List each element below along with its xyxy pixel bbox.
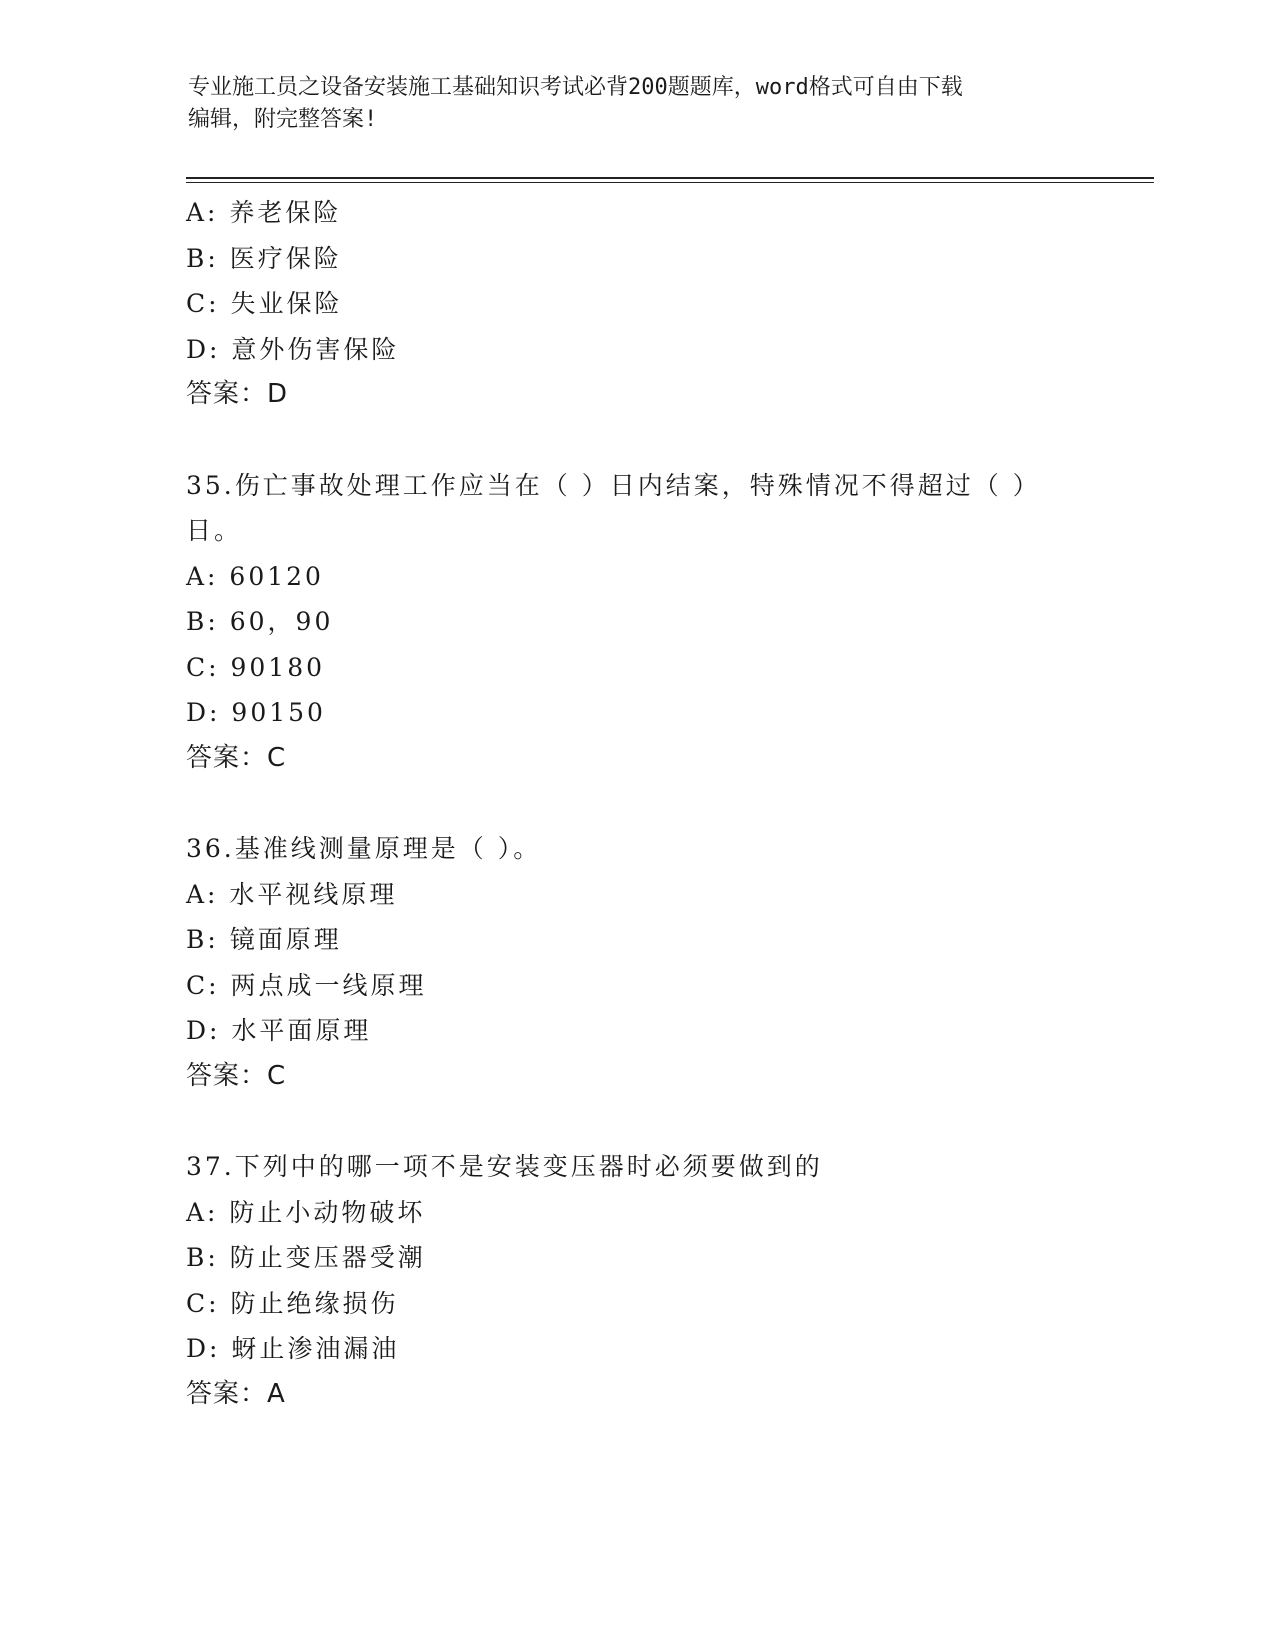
question-35-block xyxy=(186,463,1086,782)
option-d: D: 意外伤害保险 xyxy=(186,334,400,364)
question-text-line-1: 35.伤亡事故处理工作应当在（ ）日内结案，特殊情况不得超过（ ） xyxy=(186,470,1041,500)
question-36-block xyxy=(186,826,1086,1099)
option-c: C: 两点成一线原理 xyxy=(186,970,427,1000)
answer-label: 答案：A xyxy=(186,1378,286,1409)
option-d: D: 90150 xyxy=(186,698,326,727)
option-a: A: 养老保险 xyxy=(186,198,342,227)
question-text: 36.基准线测量原理是（ ）。 xyxy=(186,834,542,863)
option-a: A: 60120 xyxy=(186,561,324,591)
option-d: D: 蚜止渗油漏油 xyxy=(186,1334,400,1363)
question-34-block xyxy=(186,190,1086,418)
option-c: C: 90180 xyxy=(186,652,326,682)
spacer xyxy=(186,781,1086,826)
spacer xyxy=(186,1099,1086,1144)
question-text: 37.下列中的哪一项不是安装变压器时必须要做到的 xyxy=(186,1152,823,1181)
question-list xyxy=(186,190,1086,1417)
option-b: B: 镜面原理 xyxy=(186,925,342,954)
question-text-line-2: 日。 xyxy=(186,516,243,545)
option-b: B: 60，90 xyxy=(186,607,334,636)
answer-label: 答案：C xyxy=(186,1060,287,1091)
option-b: B: 防止变压器受潮 xyxy=(186,1243,426,1272)
option-b: B: 医疗保险 xyxy=(186,243,342,273)
document-header xyxy=(188,72,1068,136)
answer-label: 答案：D xyxy=(186,379,289,409)
header-title-line-2: 编辑，附完整答案! xyxy=(188,107,378,132)
spacer xyxy=(186,418,1086,463)
header-title-line-1: 专业施工员之设备安装施工基础知识考试必背200题题库，word格式可自由下载 xyxy=(188,75,963,100)
question-37-block xyxy=(186,1144,1086,1417)
answer-label: 答案：C xyxy=(186,742,287,773)
option-c: C: 失业保险 xyxy=(186,289,343,318)
option-a: A: 防止小动物破坏 xyxy=(186,1197,426,1227)
option-c: C: 防止绝缘损伤 xyxy=(186,1288,399,1318)
header-divider xyxy=(186,177,1154,183)
option-d: D: 水平面原理 xyxy=(186,1016,372,1045)
option-a: A: 水平视线原理 xyxy=(186,879,398,909)
